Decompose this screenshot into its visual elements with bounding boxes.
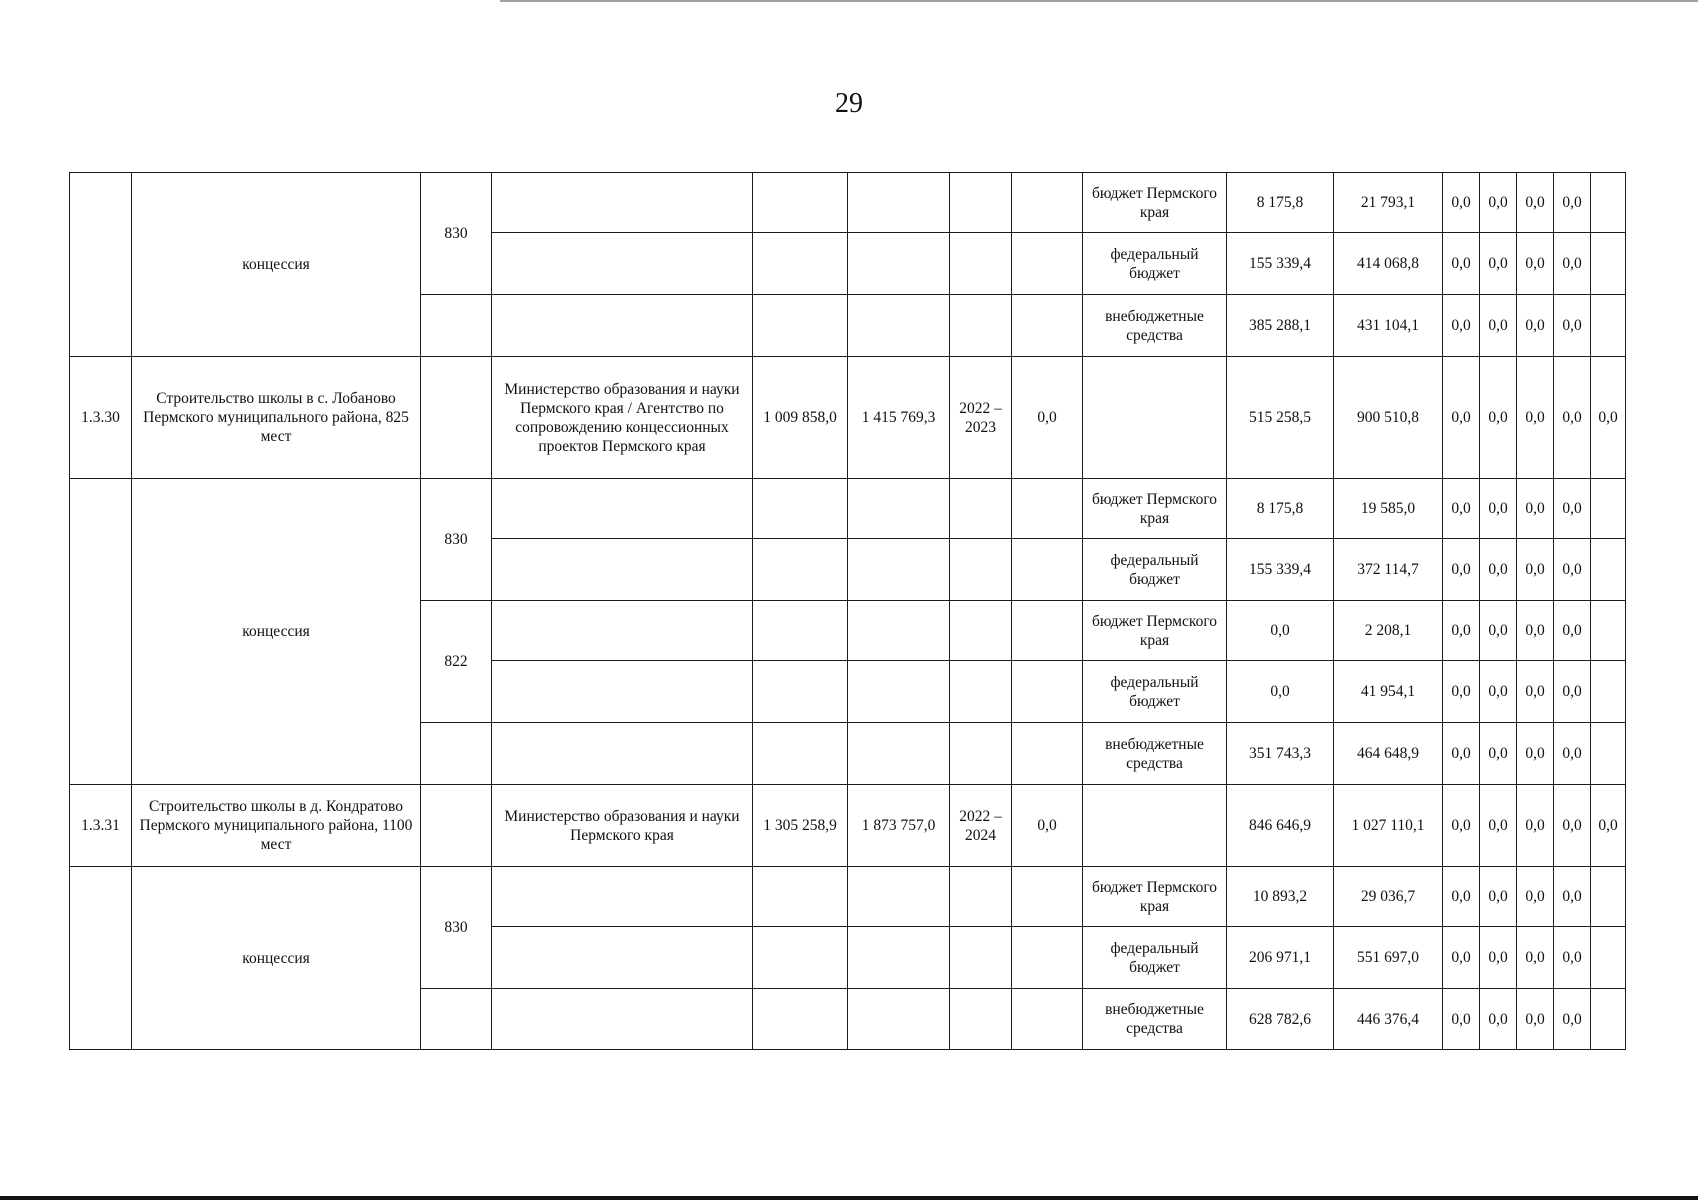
table-cell [753,539,848,601]
table-cell [1012,989,1083,1050]
table-cell: 0,0 [1554,661,1591,723]
table-cell: 0,0 [1517,295,1554,357]
table-cell: 0,0 [1554,989,1591,1050]
scan-edge-bottom [0,1196,1698,1200]
table-cell: внебюджетные средства [1083,989,1227,1050]
table-cell [1591,479,1626,539]
table-cell: 0,0 [1517,479,1554,539]
table-cell: 0,0 [1480,233,1517,295]
table-cell: 0,0 [1443,927,1480,989]
table-cell [753,233,848,295]
table-cell: 822 [421,601,492,723]
table-cell: 0,0 [1517,785,1554,867]
table-cell: 846 646,9 [1227,785,1334,867]
table-cell: 385 288,1 [1227,295,1334,357]
table-cell [753,173,848,233]
table-cell [950,723,1012,785]
table-cell: концессия [132,479,421,785]
table-cell: 1.3.30 [70,357,132,479]
table-cell: 628 782,6 [1227,989,1334,1050]
table-cell [1591,233,1626,295]
table-cell [1012,479,1083,539]
table-cell [1012,927,1083,989]
table-row [70,357,1626,479]
table-cell: 0,0 [1443,357,1480,479]
table-cell: 0,0 [1517,989,1554,1050]
table-cell [421,723,492,785]
table-row [70,785,1626,867]
table-cell: 41 954,1 [1334,661,1443,723]
table-cell [1012,173,1083,233]
table-cell [848,173,950,233]
table-cell: 0,0 [1554,357,1591,479]
table-cell: 0,0 [1554,173,1591,233]
table-cell [753,723,848,785]
table-cell: 0,0 [1480,539,1517,601]
table-cell: 1 009 858,0 [753,357,848,479]
table-cell: 0,0 [1554,927,1591,989]
table-cell: бюджет Пермского края [1083,173,1227,233]
table-cell [848,601,950,661]
table-cell: 0,0 [1443,601,1480,661]
table-cell [950,479,1012,539]
table-cell: концессия [132,173,421,357]
table-cell: 0,0 [1517,927,1554,989]
table-cell [1591,295,1626,357]
table-cell: 0,0 [1443,867,1480,927]
table-row [70,173,1626,233]
table-cell: 0,0 [1554,295,1591,357]
table-cell: 0,0 [1480,173,1517,233]
table-cell [492,867,753,927]
table-cell: 21 793,1 [1334,173,1443,233]
table-cell: 515 258,5 [1227,357,1334,479]
table-cell [1083,357,1227,479]
table-cell [421,989,492,1050]
table-cell: 1 305 258,9 [753,785,848,867]
table-cell [492,661,753,723]
table-cell [950,233,1012,295]
table-cell [950,927,1012,989]
table-row [70,867,1626,927]
table-cell: 0,0 [1591,357,1626,479]
table-cell [1012,867,1083,927]
table-cell [421,785,492,867]
table-cell [421,295,492,357]
table-cell: 0,0 [1443,479,1480,539]
budget-table [69,172,1626,1050]
table-cell [492,295,753,357]
table-cell: 29 036,7 [1334,867,1443,927]
table-cell [1012,723,1083,785]
table-cell [492,233,753,295]
table-cell [1591,173,1626,233]
table-cell: 8 175,8 [1227,173,1334,233]
table-cell: 0,0 [1554,601,1591,661]
table-cell: 0,0 [1517,867,1554,927]
table-cell: 1 415 769,3 [848,357,950,479]
table-cell: 0,0 [1480,661,1517,723]
table-cell: 10 893,2 [1227,867,1334,927]
table-cell: 2 208,1 [1334,601,1443,661]
table-cell: федеральный бюджет [1083,927,1227,989]
table-cell: 900 510,8 [1334,357,1443,479]
table-cell [1012,295,1083,357]
table-cell: 0,0 [1517,661,1554,723]
table-cell: 446 376,4 [1334,989,1443,1050]
table-cell [70,867,132,1050]
table-cell [492,927,753,989]
table-cell: 0,0 [1443,295,1480,357]
table-cell [950,539,1012,601]
table-cell [1591,989,1626,1050]
table-cell [1591,601,1626,661]
table-cell: 0,0 [1012,785,1083,867]
table-cell: 1 873 757,0 [848,785,950,867]
table-cell: 0,0 [1517,539,1554,601]
table-cell [848,723,950,785]
table-cell: 0,0 [1012,357,1083,479]
table-cell [753,601,848,661]
table-cell [1012,233,1083,295]
table-cell: 0,0 [1227,661,1334,723]
table-cell: 0,0 [1554,867,1591,927]
table-cell [70,173,132,357]
table-cell: федеральный бюджет [1083,539,1227,601]
table-cell: 551 697,0 [1334,927,1443,989]
table-cell: 2022 – 2023 [950,357,1012,479]
table-cell [1591,867,1626,927]
table-cell: 830 [421,867,492,989]
table-row [70,479,1626,539]
table-cell: 0,0 [1554,233,1591,295]
table-cell: 830 [421,479,492,601]
table-cell: федеральный бюджет [1083,233,1227,295]
page-number: 29 [835,88,863,119]
table-cell [1591,661,1626,723]
table-cell: федеральный бюджет [1083,661,1227,723]
table-cell [848,233,950,295]
table-cell: 0,0 [1480,867,1517,927]
table-cell [753,479,848,539]
table-cell [950,601,1012,661]
table-cell [492,539,753,601]
table-cell [848,479,950,539]
table-cell [753,295,848,357]
table-cell: 0,0 [1443,173,1480,233]
table-cell: 0,0 [1517,723,1554,785]
table-cell: 0,0 [1480,785,1517,867]
table-cell [492,173,753,233]
table-cell [1012,601,1083,661]
table-cell: 0,0 [1443,723,1480,785]
table-cell: 0,0 [1480,295,1517,357]
table-cell [753,661,848,723]
table-cell: 0,0 [1443,233,1480,295]
table-cell [848,539,950,601]
table-cell [848,989,950,1050]
table-cell: 0,0 [1554,479,1591,539]
table-cell: 206 971,1 [1227,927,1334,989]
table-cell [950,295,1012,357]
table-cell: внебюджетные средства [1083,723,1227,785]
table-cell [1591,723,1626,785]
table-cell [1591,539,1626,601]
table-cell [848,295,950,357]
table-cell: 464 648,9 [1334,723,1443,785]
table-cell [70,479,132,785]
table-cell: 0,0 [1227,601,1334,661]
table-cell: 0,0 [1554,723,1591,785]
table-cell: Строительство школы в д. Кондратово Пермского муниципального района, 1100 мест [132,785,421,867]
table-cell: 0,0 [1480,479,1517,539]
table-cell [753,927,848,989]
table-cell: 0,0 [1443,785,1480,867]
table-cell: 0,0 [1443,539,1480,601]
table-cell [492,601,753,661]
table-cell [492,989,753,1050]
table-cell: 0,0 [1517,233,1554,295]
table-cell [950,661,1012,723]
table-cell: 8 175,8 [1227,479,1334,539]
table-cell: 0,0 [1554,539,1591,601]
table-cell: 0,0 [1480,927,1517,989]
table-cell [753,867,848,927]
table-cell: 1.3.31 [70,785,132,867]
table-cell: 155 339,4 [1227,539,1334,601]
table-cell: 0,0 [1517,173,1554,233]
table-cell: бюджет Пермского края [1083,867,1227,927]
table-cell: 431 104,1 [1334,295,1443,357]
table-cell [950,989,1012,1050]
table-cell [492,479,753,539]
table-cell: 0,0 [1591,785,1626,867]
table-cell: 155 339,4 [1227,233,1334,295]
table-cell: 0,0 [1443,989,1480,1050]
table-cell: 0,0 [1517,601,1554,661]
table-cell: 830 [421,173,492,295]
scan-edge-top [500,0,1698,2]
table-cell: 19 585,0 [1334,479,1443,539]
table-cell [753,989,848,1050]
table-cell: Министерство образования и науки Пермского края / Агентство по сопровождению концессионных проектов Пермского края [492,357,753,479]
table-cell [1012,539,1083,601]
table-cell [1083,785,1227,867]
table-cell [1591,927,1626,989]
table-cell [1012,661,1083,723]
table-cell: 0,0 [1480,723,1517,785]
table-cell: 0,0 [1480,357,1517,479]
table-cell: 414 068,8 [1334,233,1443,295]
table-cell [492,723,753,785]
table-cell [950,867,1012,927]
table-cell: 0,0 [1554,785,1591,867]
table-cell: 0,0 [1480,989,1517,1050]
table-cell [421,357,492,479]
table-cell [848,867,950,927]
table-cell: Строительство школы в с. Лобаново Пермского муниципального района, 825 мест [132,357,421,479]
table-cell: концессия [132,867,421,1050]
table-cell: 0,0 [1443,661,1480,723]
table-cell: Министерство образования и науки Пермского края [492,785,753,867]
table-cell [950,173,1012,233]
table-cell: 1 027 110,1 [1334,785,1443,867]
table-cell: 372 114,7 [1334,539,1443,601]
table-cell: 0,0 [1480,601,1517,661]
table-cell: бюджет Пермского края [1083,601,1227,661]
table-cell: 0,0 [1517,357,1554,479]
table-cell: 351 743,3 [1227,723,1334,785]
table-cell: внебюджетные средства [1083,295,1227,357]
table-cell: 2022 – 2024 [950,785,1012,867]
table-cell [848,927,950,989]
table-cell [848,661,950,723]
table-cell: бюджет Пермского края [1083,479,1227,539]
